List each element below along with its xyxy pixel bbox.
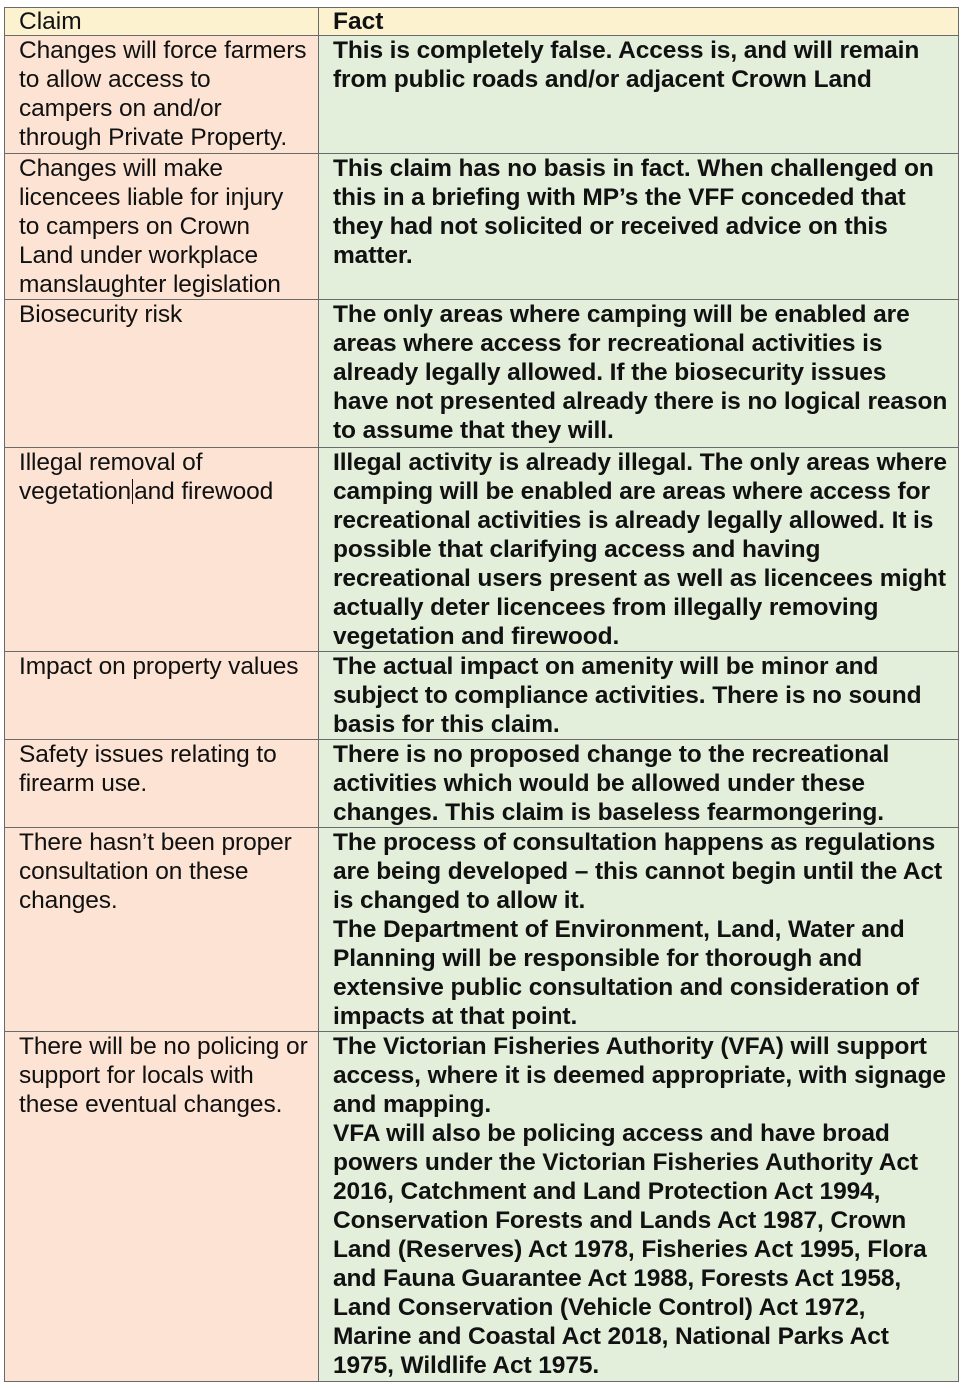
fact-text: The only areas where camping will be enabled are areas where access for recreational activities is already legally allowed. If the biosecurity issues have not presented already there is no logical reason to assume that they will. <box>333 301 948 444</box>
table-header-row <box>5 8 959 36</box>
claim-column-header: Claim <box>5 8 319 36</box>
claim-cell <box>5 448 319 652</box>
fact-cell <box>319 448 959 652</box>
fact-column-header: Fact <box>319 8 959 36</box>
claim-cell: There will be no policing or support for locals with these eventual changes. <box>5 1032 319 1382</box>
fact-cell <box>319 652 959 740</box>
claim-cell: Biosecurity risk <box>5 300 319 448</box>
fact-text: The Victorian Fisheries Authority (VFA) will support access, where it is deemed appropriate, with signage and mapping. <box>333 1033 946 1118</box>
claim-cell: Impact on property values <box>5 652 319 740</box>
fact-text: The actual impact on amenity will be minor and subject to compliance activities. There is no sound basis for this claim. <box>333 653 922 738</box>
claim-cell: Changes will force farmers to allow access to campers on and/or through Private Property. <box>5 36 319 154</box>
table-row <box>5 36 959 154</box>
table-row <box>5 828 959 1032</box>
table-row <box>5 1032 959 1382</box>
fact-cell <box>319 154 959 300</box>
claim-cell: Safety issues relating to firearm use. <box>5 740 319 828</box>
claim-fact-table <box>4 7 959 1382</box>
fact-text: The process of consultation happens as regulations are being developed – this cannot begin until the Act is changed to allow it. <box>333 829 943 914</box>
fact-cell <box>319 300 959 448</box>
fact-text: VFA will also be policing access and have broad powers under the Victorian Fisheries Authority Act 2016, Catchment and Land Protection Act 1994, Conservation Forests and Lands Act 1987, Crown Land (Reserves) Act 1978, Fisheries Act 1995, Flora and Fauna Guarantee Act 1988, Forests Act 1958, Land Conservation (Vehicle Control) Act 1972, Marine and Coastal Act 2018, National Parks Act 1975, Wildlife Act 1975. <box>333 1120 927 1379</box>
fact-text: This claim has no basis in fact. When challenged on this in a briefing with MP’s the VFF conceded that they had not solicited or received advice on this matter. <box>333 155 934 269</box>
table-row <box>5 652 959 740</box>
table-row <box>5 154 959 300</box>
claim-cell: Changes will make licencees liable for injury to campers on Crown Land under workplace manslaughter legislation <box>5 154 319 300</box>
fact-text: This is completely false. Access is, and will remain from public roads and/or adjacent Crown Land <box>333 37 920 93</box>
fact-text: There is no proposed change to the recreational activities which would be allowed under these changes. This claim is baseless fearmongering. <box>333 741 890 826</box>
fact-cell <box>319 36 959 154</box>
table-row <box>5 740 959 828</box>
claim-text-part: Illegal removal of vegetation <box>19 449 203 505</box>
fact-cell <box>319 740 959 828</box>
fact-text: Illegal activity is already illegal. The only areas where camping will be enabled are areas where access for recreational activities is already legally allowed. It is possible that clarifying access and having recreational users present as well as licencees might actually deter licencees from illegally removing vegetation and firewood. <box>333 449 947 650</box>
claim-cell: There hasn’t been proper consultation on these changes. <box>5 828 319 1032</box>
text-cursor <box>132 479 133 504</box>
table-row <box>5 300 959 448</box>
fact-cell <box>319 828 959 1032</box>
table-row <box>5 448 959 652</box>
fact-cell <box>319 1032 959 1382</box>
claim-text-part: and firewood <box>134 478 274 505</box>
fact-text: The Department of Environment, Land, Water and Planning will be responsible for thorough and extensive public consultation and consideration of impacts at that point. <box>333 916 919 1030</box>
